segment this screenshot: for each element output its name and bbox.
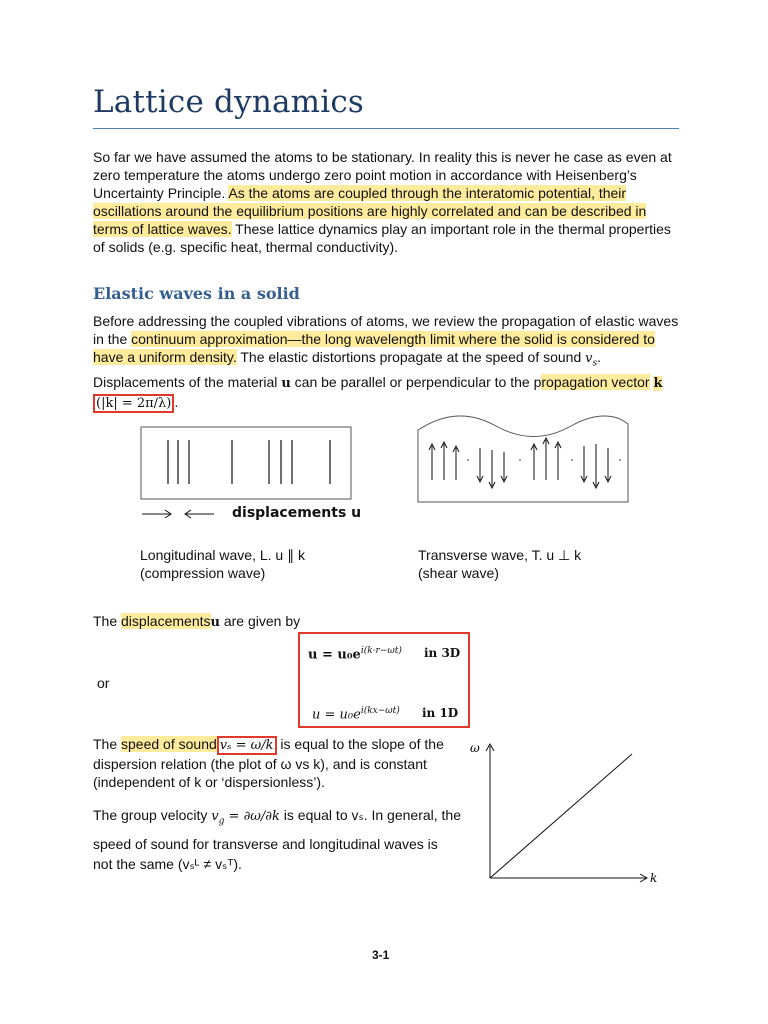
section-paragraph: Before addressing the coupled vibrations of atoms, we review the propagation of elastic waves in the continuum approximation—the long wavelength limit where the solid is considered to have a uniform density. The elastic distortions propagate at the speed of sound $v_s$. Displacements of the material u can be parallel or perpendicular to the propagation vector k (|k| = 2π/λ) .	[93, 313, 679, 411]
equation-3d-label: in 3D	[424, 646, 461, 660]
k-symbol: k	[653, 375, 663, 391]
dispersion-plot	[466, 736, 666, 886]
propagation-highlight: ropagation vector	[541, 373, 650, 390]
longitudinal-caption-line1: Longitudinal wave, L. u ∥ k	[140, 547, 305, 563]
intro-paragraph	[93, 148, 683, 256]
page-number: 3-1	[372, 948, 390, 962]
title-rule	[93, 128, 679, 129]
intro-text-end: These lattice dynamics play an important role in the thermal properties of solids (e.g. specific heat, thermal conductivity).	[93, 221, 671, 255]
speed-formula-box: vₛ = ω/k	[217, 736, 277, 755]
page-title: Lattice dynamics	[93, 84, 365, 120]
section-text: Before addressing the coupled vibrations of atoms, we review the propagation of elastic waves in the	[93, 313, 679, 347]
displacements-highlight: displacements	[121, 613, 211, 629]
u-symbol: u	[281, 375, 291, 391]
plot-y-label: ω	[470, 741, 480, 755]
transverse-caption-line1: Transverse wave, T. u ⊥ k	[418, 547, 582, 563]
group-velocity-paragraph: The group velocity $v_g = \partial\omega/\partial k$ is equal to vₛ. In general, the speed of sound for transverse and longitudinal waves is not the same (vₛᴸ ≠ vₛᵀ).	[93, 807, 462, 872]
down-arrow-icons	[477, 444, 611, 488]
section-text-mid2: . Displacements of the material	[93, 349, 602, 390]
speed-of-sound-paragraph: The speed of sound vₛ = ω/k is equal to the slope of the dispersion relation (the plot of ω vs k), and is constant (independent of k or ‘dispersionless’).	[93, 736, 444, 790]
longitudinal-wave-diagram	[140, 426, 352, 500]
displacement-arrows	[140, 506, 220, 522]
or-text: or	[97, 675, 110, 691]
transverse-caption-line2: (shear wave)	[418, 565, 499, 581]
displacements-label: displacements u	[232, 505, 362, 521]
transverse-wave-diagram	[416, 410, 630, 504]
dispersion-line	[490, 754, 632, 878]
intro-highlight: As the atoms are coupled through the interatomic potential, their oscillations around the equilibrium positions are highly correlated and can be described in terms of lattice waves.	[93, 185, 647, 237]
equation-1d: $u = u_0e^{i(kx-\omega t)}$	[312, 706, 400, 723]
section-heading: Elastic waves in a solid	[93, 284, 300, 303]
plot-x-label: k	[650, 871, 658, 885]
section-text-mid3: can be parallel or perpendicular to the p	[290, 373, 542, 390]
equation-1d-label: in 1D	[422, 706, 459, 720]
section-highlight: continuum approximation—the long wavelength limit where the solid is considered to have a uniform density.	[93, 331, 655, 365]
up-arrow-icons	[429, 438, 561, 480]
displacements-line: The displacementsu are given by	[93, 613, 301, 630]
intro-text: So far we have assumed the atoms to be stationary. In reality this is never he case as even at zero temperature the atoms undergo zero point motion in accordance with Heisenberg’s Uncertainty Principle.	[93, 149, 672, 201]
k-magnitude-box: (|k| = 2π/λ)	[93, 394, 174, 413]
vs-symbol: $v_s$	[585, 351, 598, 369]
longitudinal-caption-line2: (compression wave)	[140, 565, 266, 581]
section-text-mid: The elastic distortions propagate at the speed of sound	[236, 349, 586, 365]
speed-highlight: speed of sound	[121, 736, 217, 752]
equation-3d: $u = u_0e^{i(k\cdot r-\omega t)}$	[308, 646, 402, 663]
